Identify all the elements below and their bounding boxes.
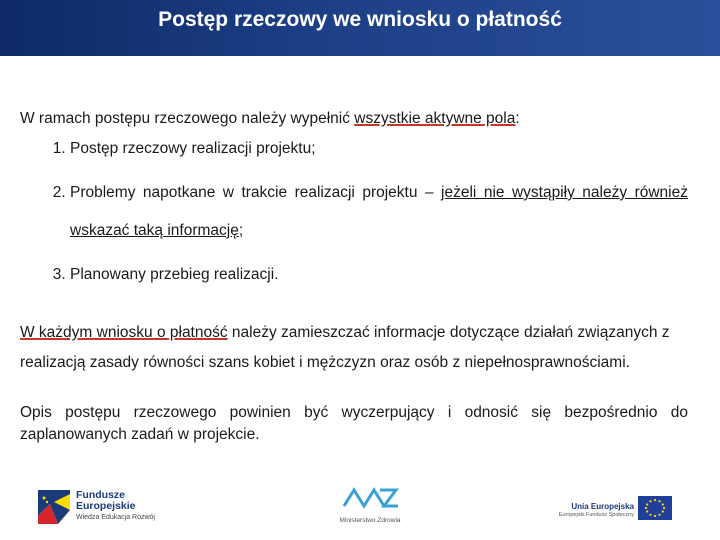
requirements-list — [20, 138, 688, 286]
mz-logo-icon — [340, 482, 400, 512]
intro-paragraph: W ramach postępu rzeczowego należy wypełnić wszystkie aktywne pola: — [20, 110, 520, 127]
slide-header — [0, 0, 720, 56]
fundusze-europejskie-logo: Fundusze Europejskie Wiedza Edukacja Rozwój — [38, 482, 198, 530]
list-item: 1. Postęp rzeczowy realizacji projektu; — [70, 138, 688, 160]
list-item-underlined: jeżeli nie wystąpiły należy również wskazać taką informację — [70, 184, 688, 239]
ministerstwo-zdrowia-logo: Ministerstwo Zdrowia — [330, 482, 410, 530]
footer-logos — [0, 482, 720, 540]
eu-flag-icon — [638, 496, 672, 520]
slide-title: Postęp rzeczowy we wniosku o płatność — [158, 8, 562, 31]
equality-paragraph: W każdym wniosku o płatność należy zamieszczać informacje dotyczące działań związanych z realizacją zasady równości szans kobiet i mężczyzn oraz osób z niepełnosprawnościami. — [20, 324, 670, 371]
fe-flag-icon — [38, 490, 70, 524]
list-item: 3. Planowany przebieg realizacji. — [70, 264, 688, 286]
equality-highlight: W każdym wniosku o płatność — [20, 324, 228, 341]
list-item: 2. Problemy napotkane w trakcie realizacji projektu – jeżeli nie wystąpiły należy również wskazać taką informację; — [70, 174, 688, 250]
description-paragraph: Opis postępu rzeczowego powinien być wyczerpujący i odnosić się bezpośrednio do zaplanowanych zadań w projekcie. — [20, 404, 688, 443]
intro-highlight: wszystkie aktywne pola — [354, 110, 516, 127]
unia-europejska-logo: Unia Europejska Europejski Fundusz Społeczny — [550, 482, 690, 530]
slide-content — [20, 108, 688, 446]
